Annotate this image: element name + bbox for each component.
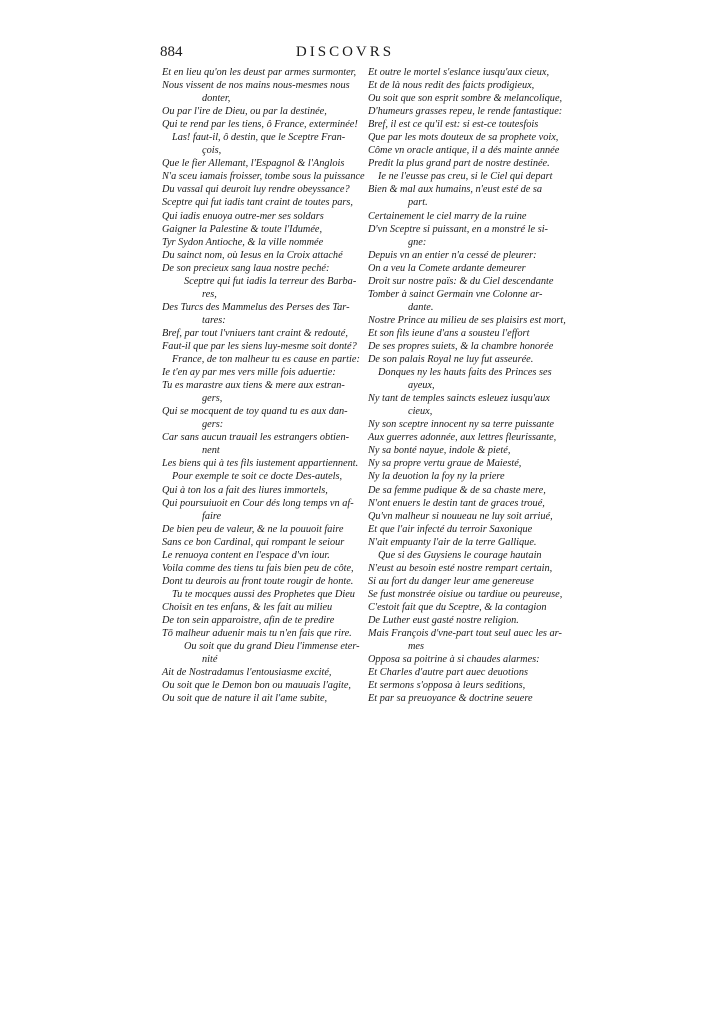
verse-line: De ses propres suiets, & la chambre honorée (368, 340, 554, 352)
verse-line: Qui te rend par les tiens, ô France, exterminée! (162, 119, 358, 131)
verse-line: Ny son sceptre innocent ny sa terre puissante (368, 419, 554, 431)
verse-line: Ou soit que son esprit sombre & melancolique, (368, 93, 563, 105)
verse-line: Mais François d'vne-part tout seul auec les ar- (368, 628, 562, 640)
verse-line: Et que l'air infecté du terroir Saxonique (368, 523, 533, 535)
verse-line: Opposa sa poitrine à si chaudes alarmes: (368, 654, 540, 666)
verse-line: Certainement le ciel marry de la ruine (368, 210, 527, 222)
verse-line: Voila comme des tiens tu fais bien peu de côte, (162, 562, 354, 574)
verse-line: Bien & mal aux humains, n'eust esté de sa (368, 184, 543, 196)
verse-line: Ny tant de temples saincts esleuez iusqu'aux (368, 393, 550, 405)
page-number: 884 (160, 44, 183, 60)
verse-line: Si au fort du danger leur ame genereuse (368, 575, 534, 587)
verse-line: Las! faut-il, ô destin, que le Sceptre Fran- (172, 132, 346, 144)
verse-line: Du vassal qui deuroit luy rendre obeyssance? (162, 184, 350, 196)
verse-line: gers: (202, 419, 224, 431)
verse-line: donter, (202, 93, 231, 105)
verse-line: De Luther eust gasté nostre religion. (368, 614, 519, 626)
verse-line: Pour exemple te soit ce docte Des-autels, (172, 471, 343, 483)
verse-line: Tomber à sainct Germain vne Colonne ar- (368, 288, 543, 300)
verse-line: Se fust monstrée oisiue ou tardiue ou peureuse, (368, 588, 563, 600)
verse-line: Car sans aucun trauail les estrangers obtien- (162, 432, 350, 444)
verse-line: Ny la deuotion la foy ny la priere (368, 471, 505, 483)
verse-line: Ie ne l'eusse pas creu, si le Ciel qui depart (378, 171, 553, 183)
verse-line: Ou soit que du grand Dieu l'immense eter- (184, 641, 360, 653)
verse-line: nent (202, 445, 220, 457)
verse-line: Ou soit que le Demon bon ou mauuais l'agite, (162, 680, 351, 692)
verse-line: Que si des Guysiens le courage hautain (378, 549, 542, 561)
verse-line: Tō malheur aduenir mais tu n'en fais que rire. (162, 628, 352, 640)
verse-line: Et Charles d'autre part auec deuotions (368, 667, 528, 679)
verse-line: part. (408, 197, 428, 209)
verse-line: tares: (202, 314, 226, 326)
verse-line: nité (202, 654, 218, 666)
verse-line: Et sermons s'opposa à leurs seditions, (368, 680, 526, 692)
verse-line: Dont tu deurois au front toute rougir de honte. (162, 575, 354, 587)
verse-line: Ou par l'ire de Dieu, ou par la destinée, (162, 106, 327, 118)
verse-line: Ou soit que de nature il ait l'ame subite, (162, 693, 328, 705)
verse-line: Faut-il que par les siens luy-mesme soit donté? (162, 340, 357, 352)
verse-line: Tu es marastre aux tiens & mere aux estran- (162, 380, 345, 392)
verse-line: Tyr Sydon Antioche, & la ville nommée (162, 236, 324, 248)
verse-line: N'ait empuanty l'air de la terre Gallique. (368, 536, 537, 548)
verse-line: Qui iadis enuoya outre-mer ses soldars (162, 210, 324, 222)
verse-line: Ait de Nostradamus l'entousiasme excité, (162, 667, 332, 679)
page-header (160, 44, 530, 64)
verse-line: faire (202, 510, 222, 522)
verse-line: Tu te mocques aussi des Prophetes que Dieu (172, 588, 355, 600)
verse-line: C'estoit fait que du Sceptre, & la contagion (368, 601, 547, 613)
verse-line: mes (408, 641, 425, 653)
verse-line: De son palais Royal ne luy fut asseurée. (368, 354, 534, 366)
verse-line: D'vn Sceptre si puissant, en a monstré le si- (368, 223, 548, 235)
verse-line: Sceptre qui fut iadis la terreur des Barba- (184, 275, 357, 287)
verse-line: res, (202, 288, 217, 300)
verse-line: Ny sa bonté nayue, indole & pieté, (368, 445, 511, 457)
verse-line: Le renuoya content en l'espace d'vn iour. (162, 549, 330, 561)
verse-line: gne: (408, 236, 427, 248)
verse-line: Gaigner la Palestine & toute l'Idumée, (162, 223, 323, 235)
verse-line: Depuis vn an entier n'a cessé de pleurer: (368, 249, 537, 261)
verse-line: Des Turcs des Mammelus des Perses des Tar- (162, 301, 350, 313)
verse-line: N'eust au besoin esté nostre rempart certain, (368, 562, 553, 574)
verse-line: Côme vn oracle antique, il a dés mainte année (368, 145, 560, 157)
verse-line: Sans ce bon Cardinal, qui rompant le seiour (162, 536, 345, 548)
right-column (368, 66, 564, 705)
verse-line: Droit sur nostre païs: & du Ciel descendante (368, 275, 554, 287)
verse-line: De son precieux sang laua nostre peché: (162, 262, 330, 274)
verse-line: Et par sa preuoyance & doctrine seuere (368, 693, 533, 705)
left-column (162, 66, 365, 705)
verse-line: Sceptre qui fut iadis tant craint de toutes pars, (162, 197, 353, 209)
verse-line: cieux, (408, 406, 433, 418)
verse-line: gers, (202, 393, 223, 405)
verse-line: De bien peu de valeur, & ne la pouuoit faire (162, 523, 344, 535)
verse-line: Nous vissent de nos mains nous-mesmes nous (162, 80, 350, 92)
verse-line: Ny sa propre vertu graue de Maiesté, (368, 458, 522, 470)
verse-line: ayeux, (408, 380, 435, 392)
verse-line: N'a sceu iamais froisser, tombe sous la puissance (162, 171, 365, 183)
verse-line: Qui se mocquent de toy quand tu es aux dan- (162, 406, 348, 418)
verse-line: Qu'vn malheur si nouueau ne luy soit arriué, (368, 510, 553, 522)
verse-line: Donques ny les hauts faits des Princes ses (378, 367, 552, 379)
verse-line: On a veu la Comete ardante demeurer (368, 262, 526, 274)
verse-line: De sa femme pudique & de sa chaste mere, (368, 484, 546, 496)
verse-line: D'humeurs grasses repeu, le rende fantastique: (368, 106, 563, 118)
verse-line: çois, (202, 145, 222, 157)
verse-line: Que par les mots douteux de sa prophete voix, (368, 132, 559, 144)
verse-line: Bref, il est ce qu'il est: si est-ce toutesfois (368, 119, 539, 131)
verse-line: Predit la plus grand part de nostre destinée. (368, 158, 550, 170)
verse-line: Ie t'en ay par mes vers mille fois aduertie: (162, 367, 336, 379)
verse-line: N'ont enuers le destin tant de graces troué, (368, 497, 545, 509)
running-title: DISCOVRS (295, 44, 395, 60)
verse-line: Du sainct nom, où Iesus en la Croix attaché (162, 249, 343, 261)
verse-line: Que le fier Allemant, l'Espagnol & l'Anglois (162, 158, 345, 170)
verse-line: Qui poursuiuoit en Cour dés long temps vn af- (162, 497, 354, 509)
verse-line: Qui à ton los a fait des liures immortels, (162, 484, 328, 496)
verse-line: Aux guerres adonnée, aux lettres fleurissante, (368, 432, 557, 444)
verse-line: Bref, par tout l'vniuers tant craint & redouté, (162, 327, 348, 339)
verse-line: Et outre le mortel s'eslance iusqu'aux cieux, (368, 67, 550, 78)
verse-line: Les biens qui à tes fils iustement appartiennent. (162, 458, 359, 470)
verse-line: Et de là nous redit des faicts prodigieux, (368, 80, 535, 92)
verse-line: Et son fils ieune d'ans a sousteu l'effort (368, 327, 530, 339)
verse-line: dante. (408, 301, 434, 313)
verse-line: Choisit en tes enfans, & les fait au milieu (162, 601, 333, 613)
verse-line: Nostre Prince au milieu de ses plaisirs est mort, (368, 314, 566, 326)
verse-line: De ton sein apparoistre, afin de te predire (162, 614, 335, 626)
verse-line: France, de ton malheur tu es cause en partie: (172, 354, 360, 366)
verse-line: Et en lieu qu'on les deust par armes surmonter, (162, 67, 357, 78)
